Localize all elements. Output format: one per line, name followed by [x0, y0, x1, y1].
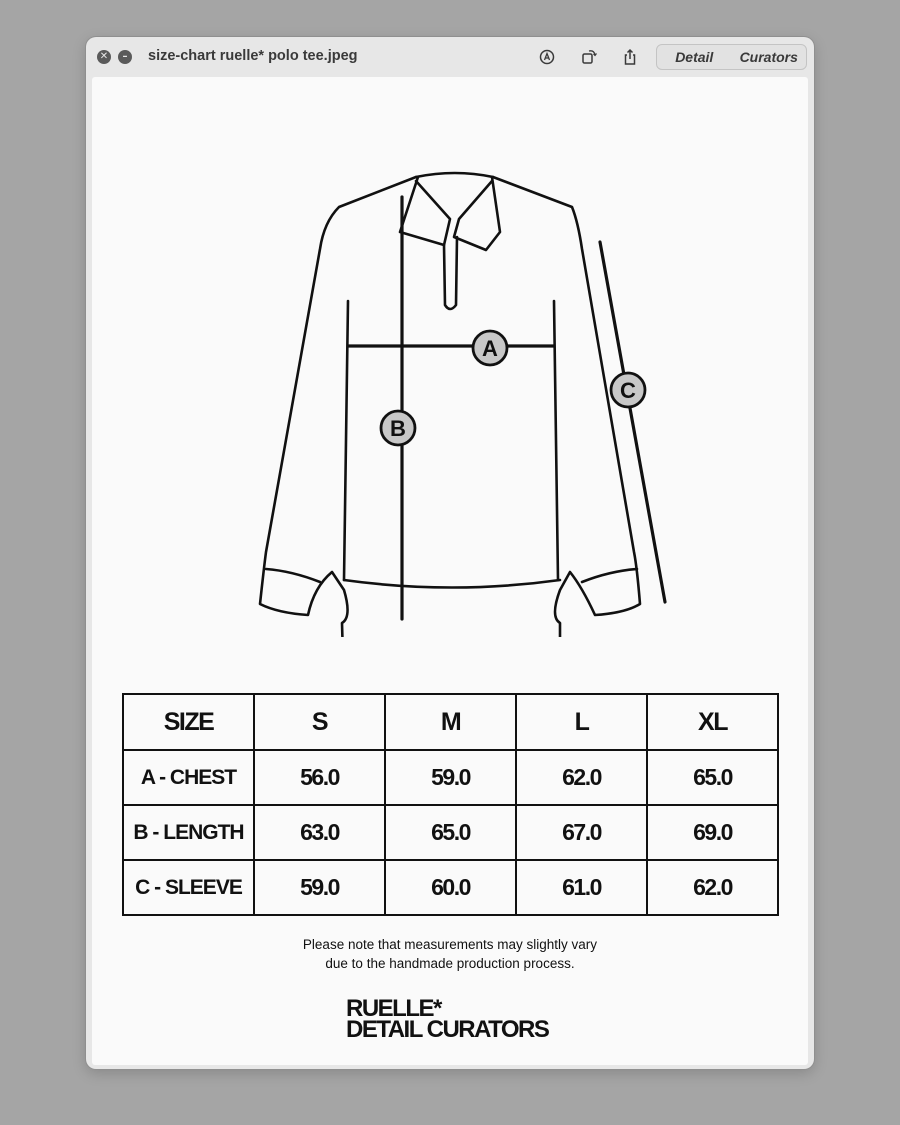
marker-b [381, 411, 415, 445]
collar-right [454, 177, 500, 250]
table-cell: 65.0 [647, 750, 778, 805]
hem-band [344, 580, 560, 588]
measurement-note [92, 935, 808, 973]
marker-a [473, 331, 507, 365]
table-row [123, 750, 778, 805]
marker-c-label: C [620, 378, 636, 403]
close-window-icon[interactable]: ✕ [97, 50, 111, 64]
note-line-1: Please note that measurements may slightly vary [302, 937, 598, 952]
tab-detail[interactable]: Detail [675, 49, 714, 65]
side-seam-right [554, 301, 558, 580]
image-canvas [92, 77, 808, 1065]
tab-curators[interactable]: Curators [739, 49, 798, 65]
note-line-2: due to the handmade production process. [325, 956, 575, 971]
window-title: size-chart ruelle* polo tee.jpeg [148, 48, 358, 64]
markup-icon[interactable] [536, 46, 558, 68]
header-cell: S [254, 694, 385, 750]
brand-line-1: RUELLE* [346, 995, 441, 1022]
table-cell: 65.0 [385, 805, 516, 860]
table-cell: 69.0 [647, 805, 778, 860]
collar-left [400, 177, 450, 245]
brand-logo [346, 995, 549, 1043]
brand-line-2: DETAIL CURATORS [346, 1016, 549, 1043]
marker-b-label: B [390, 416, 406, 441]
shirt-outline [260, 177, 640, 637]
table-cell: 62.0 [647, 860, 778, 915]
table-cell: 59.0 [254, 860, 385, 915]
side-seam-left [344, 301, 348, 580]
table-cell: 56.0 [254, 750, 385, 805]
marker-c [611, 373, 645, 407]
table-row [123, 860, 778, 915]
collar-back [416, 173, 493, 177]
header-cell: SIZE [123, 694, 254, 750]
preview-window [86, 37, 814, 1069]
share-icon[interactable] [619, 46, 641, 68]
left-cuff [266, 569, 320, 582]
rotate-icon[interactable] [578, 46, 600, 68]
row-label: A - CHEST [123, 750, 254, 805]
table-cell: 61.0 [516, 860, 647, 915]
table-row [123, 805, 778, 860]
size-chart-table [122, 693, 779, 916]
table-cell: 63.0 [254, 805, 385, 860]
table-cell: 62.0 [516, 750, 647, 805]
view-segmented-control [656, 44, 807, 70]
row-label: C - SLEEVE [123, 860, 254, 915]
header-cell: XL [647, 694, 778, 750]
table-cell: 59.0 [385, 750, 516, 805]
minimize-window-icon[interactable]: – [118, 50, 132, 64]
table-cell: 60.0 [385, 860, 516, 915]
header-cell: L [516, 694, 647, 750]
row-label: B - LENGTH [123, 805, 254, 860]
placket [444, 237, 457, 309]
marker-a-label: A [482, 336, 498, 361]
right-cuff [582, 569, 637, 582]
header-cell: M [385, 694, 516, 750]
table-header-row [123, 694, 778, 750]
polo-shirt-diagram [92, 77, 808, 637]
table-cell: 67.0 [516, 805, 647, 860]
title-bar [86, 37, 814, 77]
